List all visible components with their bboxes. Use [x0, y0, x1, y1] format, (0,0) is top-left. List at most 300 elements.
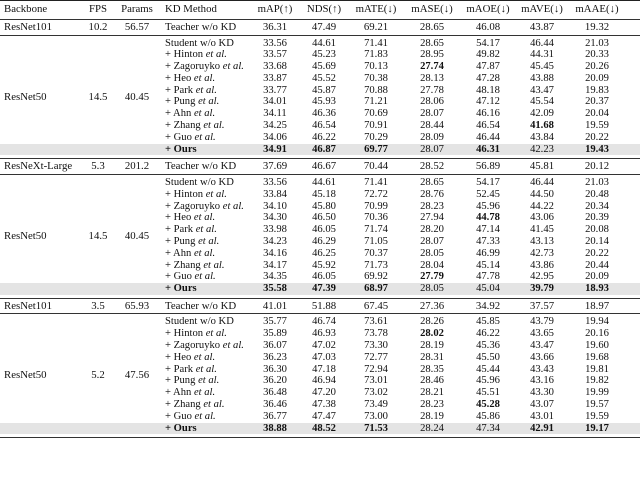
- mave-cell: 41.68: [530, 120, 554, 132]
- method-cell: + Heo et al.: [165, 212, 216, 224]
- maoe-cell: 47.28: [476, 72, 500, 84]
- mase-cell: 28.02: [420, 328, 444, 340]
- maoe-cell: 44.78: [476, 212, 500, 224]
- map-cell: 34.35: [263, 271, 287, 283]
- mave-cell: 43.65: [530, 328, 554, 340]
- header-mave: mAVE(↓): [521, 3, 563, 15]
- mave-cell: 46.44: [530, 37, 554, 49]
- teacher-params: 201.2: [124, 160, 150, 173]
- student-backbone: ResNet50: [4, 90, 47, 103]
- nds-cell: 44.61: [312, 37, 336, 49]
- mase-cell: 28.23: [420, 200, 444, 212]
- table-body: [0, 19, 640, 438]
- mate-cell: 73.61: [364, 316, 388, 328]
- nds-cell: 46.54: [312, 120, 336, 132]
- map-cell: 34.16: [263, 247, 287, 259]
- method-cell: + Ours: [165, 143, 197, 155]
- teacher-nds: 47.49: [311, 21, 337, 33]
- map-cell: 34.01: [263, 96, 287, 108]
- mase-cell: 28.07: [420, 235, 444, 247]
- map-cell: 34.25: [263, 120, 287, 132]
- mate-cell: 71.83: [364, 49, 388, 61]
- maoe-cell: 54.17: [476, 37, 500, 49]
- maoe-cell: 45.51: [476, 387, 500, 399]
- mate-cell: 69.92: [364, 271, 388, 283]
- method-cell: Student w/o KD: [165, 316, 234, 328]
- mase-cell: 28.31: [420, 351, 444, 363]
- mase-cell: 28.26: [420, 316, 444, 328]
- student-params: 40.45: [124, 229, 150, 242]
- method-cell: + Hinton et al.: [165, 49, 227, 61]
- mave-cell: 39.79: [530, 283, 554, 295]
- nds-cell: 45.23: [312, 49, 336, 61]
- header-mate: mATE(↓): [355, 3, 397, 15]
- maoe-cell: 47.34: [476, 422, 500, 434]
- map-cell: 36.46: [263, 399, 287, 411]
- nds-cell: 46.25: [312, 247, 336, 259]
- teacher-map: 41.01: [262, 299, 288, 312]
- section-1: [0, 19, 640, 158]
- mase-cell: 28.44: [420, 120, 444, 132]
- teacher-method: Teacher w/o KD: [165, 21, 237, 33]
- maae-cell: 20.04: [585, 108, 609, 120]
- nds-cell: 45.18: [312, 188, 336, 200]
- mase-cell: 28.09: [420, 131, 444, 143]
- bottom-rule: [0, 437, 640, 438]
- teacher-method: Teacher w/o KD: [165, 160, 237, 173]
- mate-cell: 68.97: [364, 283, 388, 295]
- mave-cell: 46.44: [530, 176, 554, 188]
- mave-cell: 43.86: [530, 259, 554, 271]
- map-cell: 33.56: [263, 37, 287, 49]
- maoe-cell: 47.87: [476, 61, 500, 73]
- mase-cell: 28.20: [420, 224, 444, 236]
- method-cell: + Pung et al.: [165, 96, 220, 108]
- mave-cell: 43.06: [530, 212, 554, 224]
- table-row: [0, 411, 640, 423]
- maoe-cell: 45.04: [476, 283, 500, 295]
- maae-cell: 19.68: [585, 351, 609, 363]
- mase-cell: 28.19: [420, 340, 444, 352]
- maoe-cell: 46.16: [476, 108, 500, 120]
- mase-cell: 28.23: [420, 399, 444, 411]
- mave-cell: 43.13: [530, 235, 554, 247]
- maae-cell: 20.26: [585, 61, 609, 73]
- map-cell: 34.17: [263, 259, 287, 271]
- nds-cell: 47.39: [312, 283, 336, 295]
- mave-cell: 43.01: [530, 410, 554, 422]
- mate-cell: 69.77: [364, 143, 388, 155]
- mave-cell: 43.66: [530, 351, 554, 363]
- student-backbone: ResNet50: [4, 369, 47, 382]
- maoe-cell: 46.44: [476, 131, 500, 143]
- maoe-cell: 54.17: [476, 176, 500, 188]
- mave-cell: 42.73: [530, 247, 554, 259]
- teacher-maae: 20.12: [584, 160, 610, 173]
- maae-cell: 19.57: [585, 399, 609, 411]
- mave-cell: 43.16: [530, 375, 554, 387]
- mave-cell: 43.47: [530, 84, 554, 96]
- table-row: [0, 399, 640, 411]
- maae-cell: 19.17: [585, 422, 609, 434]
- teacher-mave: 37.57: [529, 299, 555, 312]
- map-cell: 35.77: [263, 316, 287, 328]
- maoe-cell: 49.82: [476, 49, 500, 61]
- maae-cell: 20.09: [585, 271, 609, 283]
- map-cell: 34.11: [263, 108, 287, 120]
- teacher-fps: 3.5: [91, 299, 105, 312]
- student-backbone: ResNet50: [4, 229, 47, 242]
- table-row: [0, 120, 640, 132]
- method-cell: + Ahn et al.: [165, 108, 216, 120]
- maoe-cell: 45.36: [476, 340, 500, 352]
- teacher-params: 56.57: [124, 21, 150, 33]
- method-cell: + Zagoruyko et al.: [165, 200, 244, 212]
- teacher-mase: 28.52: [419, 160, 445, 173]
- map-cell: 36.20: [263, 375, 287, 387]
- mase-cell: 28.05: [420, 283, 444, 295]
- maae-cell: 20.34: [585, 200, 609, 212]
- method-cell: + Hinton et al.: [165, 188, 227, 200]
- nds-cell: 46.87: [312, 143, 336, 155]
- table-row: [0, 352, 640, 364]
- table-header: [0, 0, 640, 19]
- mave-cell: 42.23: [530, 143, 554, 155]
- map-cell: 34.30: [263, 212, 287, 224]
- maae-cell: 19.99: [585, 387, 609, 399]
- map-cell: 34.23: [263, 235, 287, 247]
- student-group: [0, 174, 640, 298]
- mase-cell: 28.35: [420, 363, 444, 375]
- maae-cell: 20.22: [585, 247, 609, 259]
- mave-cell: 42.91: [530, 422, 554, 434]
- maoe-cell: 46.31: [476, 143, 500, 155]
- maoe-cell: 46.22: [476, 328, 500, 340]
- teacher-row: [0, 19, 640, 35]
- map-cell: 33.87: [263, 72, 287, 84]
- mave-cell: 43.79: [530, 316, 554, 328]
- map-cell: 36.23: [263, 351, 287, 363]
- nds-cell: 45.69: [312, 61, 336, 73]
- method-cell: + Park et al.: [165, 224, 217, 236]
- map-cell: 35.89: [263, 328, 287, 340]
- header-nds: NDS(↑): [306, 3, 342, 15]
- mate-cell: 73.78: [364, 328, 388, 340]
- mave-cell: 43.07: [530, 399, 554, 411]
- table-row: [0, 340, 640, 352]
- mate-cell: 70.99: [364, 200, 388, 212]
- map-cell: 36.07: [263, 340, 287, 352]
- mave-cell: 43.84: [530, 131, 554, 143]
- teacher-method: Teacher w/o KD: [165, 299, 237, 312]
- maae-cell: 21.03: [585, 37, 609, 49]
- maae-cell: 19.59: [585, 410, 609, 422]
- header-params: Params: [121, 3, 153, 15]
- mase-cell: 28.07: [420, 108, 444, 120]
- nds-cell: 47.03: [312, 351, 336, 363]
- method-cell: + Ahn et al.: [165, 387, 216, 399]
- section-3: [0, 298, 640, 437]
- map-cell: 33.57: [263, 49, 287, 61]
- nds-cell: 45.87: [312, 84, 336, 96]
- maae-cell: 20.08: [585, 224, 609, 236]
- nds-cell: 47.02: [312, 340, 336, 352]
- mase-cell: 28.65: [420, 37, 444, 49]
- mase-cell: 28.24: [420, 422, 444, 434]
- mate-cell: 72.72: [364, 188, 388, 200]
- mave-cell: 44.22: [530, 200, 554, 212]
- section-2: [0, 158, 640, 297]
- teacher-mase: 28.65: [419, 21, 445, 33]
- maoe-cell: 45.14: [476, 259, 500, 271]
- teacher-mate: 70.44: [363, 160, 389, 173]
- maae-cell: 20.39: [585, 212, 609, 224]
- map-cell: 36.48: [263, 387, 287, 399]
- teacher-row: [0, 298, 640, 314]
- mase-cell: 28.06: [420, 96, 444, 108]
- method-cell: + Heo et al.: [165, 72, 216, 84]
- maae-cell: 20.33: [585, 49, 609, 61]
- mase-cell: 28.07: [420, 143, 444, 155]
- map-cell: 34.91: [263, 143, 287, 155]
- table-row: [0, 49, 640, 61]
- nds-cell: 45.93: [312, 96, 336, 108]
- method-cell: + Zhang et al.: [165, 399, 225, 411]
- mate-cell: 71.05: [364, 235, 388, 247]
- table-row: [0, 212, 640, 224]
- student-params: 47.56: [124, 369, 150, 382]
- maoe-cell: 45.96: [476, 375, 500, 387]
- student-params: 40.45: [124, 90, 150, 103]
- mave-cell: 43.47: [530, 340, 554, 352]
- teacher-backbone: ResNeXt-Large: [4, 160, 73, 173]
- method-cell: + Zhang et al.: [165, 120, 225, 132]
- teacher-fps: 5.3: [91, 160, 105, 173]
- maae-cell: 20.09: [585, 72, 609, 84]
- table-row: [0, 248, 640, 260]
- header-map: mAP(↑): [257, 3, 293, 15]
- teacher-maoe: 34.92: [475, 299, 501, 312]
- teacher-mave: 43.87: [529, 21, 555, 33]
- mave-cell: 42.09: [530, 108, 554, 120]
- mate-cell: 72.77: [364, 351, 388, 363]
- mase-cell: 28.76: [420, 188, 444, 200]
- mase-cell: 28.13: [420, 72, 444, 84]
- mave-cell: 41.45: [530, 224, 554, 236]
- maae-cell: 19.60: [585, 340, 609, 352]
- mate-cell: 71.73: [364, 259, 388, 271]
- header-maoe: mAOE(↓): [466, 3, 510, 15]
- table-row: [0, 73, 640, 85]
- mave-cell: 43.43: [530, 363, 554, 375]
- ours-row: [0, 423, 640, 435]
- table-row: [0, 316, 640, 328]
- table-row: [0, 387, 640, 399]
- nds-cell: 46.93: [312, 328, 336, 340]
- mave-cell: 43.30: [530, 387, 554, 399]
- nds-cell: 45.52: [312, 72, 336, 84]
- maoe-cell: 46.99: [476, 247, 500, 259]
- maae-cell: 20.48: [585, 188, 609, 200]
- student-group: [0, 35, 640, 159]
- table-row: [0, 189, 640, 201]
- method-cell: + Heo et al.: [165, 351, 216, 363]
- maae-cell: 20.37: [585, 96, 609, 108]
- map-cell: 33.98: [263, 224, 287, 236]
- mave-cell: 45.54: [530, 96, 554, 108]
- method-cell: + Guo et al.: [165, 271, 216, 283]
- teacher-maoe: 56.89: [475, 160, 501, 173]
- nds-cell: 46.05: [312, 224, 336, 236]
- maae-cell: 19.81: [585, 363, 609, 375]
- mate-cell: 70.38: [364, 72, 388, 84]
- method-cell: + Park et al.: [165, 84, 217, 96]
- nds-cell: 48.52: [312, 422, 336, 434]
- nds-cell: 45.80: [312, 200, 336, 212]
- mase-cell: 28.65: [420, 176, 444, 188]
- header-kd-method: KD Method: [165, 3, 217, 15]
- method-cell: + Hinton et al.: [165, 328, 227, 340]
- maoe-cell: 52.45: [476, 188, 500, 200]
- method-cell: + Pung et al.: [165, 375, 220, 387]
- student-fps: 14.5: [88, 229, 108, 242]
- mase-cell: 27.94: [420, 212, 444, 224]
- map-cell: 36.30: [263, 363, 287, 375]
- mase-cell: 28.21: [420, 387, 444, 399]
- nds-cell: 46.22: [312, 131, 336, 143]
- maae-cell: 19.59: [585, 120, 609, 132]
- maoe-cell: 46.54: [476, 120, 500, 132]
- mave-cell: 44.50: [530, 188, 554, 200]
- mate-cell: 70.91: [364, 120, 388, 132]
- teacher-params: 65.93: [124, 299, 150, 312]
- nds-cell: 46.29: [312, 235, 336, 247]
- ours-row: [0, 283, 640, 295]
- mase-cell: 28.05: [420, 247, 444, 259]
- table-row: [0, 271, 640, 283]
- teacher-mase: 27.36: [419, 299, 445, 312]
- method-cell: + Zhang et al.: [165, 259, 225, 271]
- maae-cell: 19.94: [585, 316, 609, 328]
- teacher-backbone: ResNet101: [4, 21, 52, 33]
- teacher-mave: 45.81: [529, 160, 555, 173]
- map-cell: 33.68: [263, 61, 287, 73]
- mate-cell: 70.36: [364, 212, 388, 224]
- nds-cell: 46.36: [312, 108, 336, 120]
- header-mase: mASE(↓): [411, 3, 453, 15]
- teacher-row: [0, 158, 640, 174]
- method-cell: + Ours: [165, 283, 197, 295]
- mate-cell: 72.94: [364, 363, 388, 375]
- nds-cell: 47.47: [312, 410, 336, 422]
- method-cell: + Pung et al.: [165, 235, 220, 247]
- mate-cell: 71.21: [364, 96, 388, 108]
- method-cell: + Guo et al.: [165, 410, 216, 422]
- maoe-cell: 48.18: [476, 84, 500, 96]
- teacher-fps: 10.2: [88, 21, 108, 33]
- mate-cell: 71.53: [364, 422, 388, 434]
- method-cell: + Park et al.: [165, 363, 217, 375]
- maae-cell: 18.93: [585, 283, 609, 295]
- nds-cell: 47.18: [312, 363, 336, 375]
- mase-cell: 28.04: [420, 259, 444, 271]
- teacher-maoe: 46.08: [475, 21, 501, 33]
- mase-cell: 28.95: [420, 49, 444, 61]
- mase-cell: 27.78: [420, 84, 444, 96]
- maae-cell: 21.03: [585, 176, 609, 188]
- nds-cell: 46.74: [312, 316, 336, 328]
- maoe-cell: 47.12: [476, 96, 500, 108]
- table-row: [0, 177, 640, 189]
- mase-cell: 27.79: [420, 271, 444, 283]
- method-cell: + Zagoruyko et al.: [165, 61, 244, 73]
- mate-cell: 70.37: [364, 247, 388, 259]
- maoe-cell: 45.44: [476, 363, 500, 375]
- map-cell: 33.56: [263, 176, 287, 188]
- maae-cell: 19.83: [585, 84, 609, 96]
- map-cell: 35.58: [263, 283, 287, 295]
- maoe-cell: 45.50: [476, 351, 500, 363]
- mase-cell: 27.74: [420, 61, 444, 73]
- table-row: [0, 132, 640, 144]
- maoe-cell: 47.33: [476, 235, 500, 247]
- teacher-maae: 19.32: [584, 21, 610, 33]
- mate-cell: 71.41: [364, 37, 388, 49]
- top-rule: [0, 0, 640, 1]
- mate-cell: 73.30: [364, 340, 388, 352]
- student-fps: 5.2: [91, 369, 105, 382]
- nds-cell: 46.50: [312, 212, 336, 224]
- mate-cell: 73.01: [364, 375, 388, 387]
- teacher-nds: 46.67: [311, 160, 337, 173]
- teacher-map: 37.69: [262, 160, 288, 173]
- method-cell: + Ours: [165, 422, 197, 434]
- header-backbone: Backbone: [4, 3, 48, 15]
- teacher-backbone: ResNet101: [4, 299, 52, 312]
- mate-cell: 73.00: [364, 410, 388, 422]
- header-fps: FPS: [88, 3, 108, 15]
- mate-cell: 70.88: [364, 84, 388, 96]
- maoe-cell: 45.86: [476, 410, 500, 422]
- mase-cell: 28.46: [420, 375, 444, 387]
- method-cell: + Ahn et al.: [165, 247, 216, 259]
- maoe-cell: 45.28: [476, 399, 500, 411]
- map-cell: 34.10: [263, 200, 287, 212]
- mase-cell: 28.19: [420, 410, 444, 422]
- map-cell: 34.06: [263, 131, 287, 143]
- method-cell: Student w/o KD: [165, 176, 234, 188]
- student-group: [0, 313, 640, 437]
- map-cell: 38.88: [263, 422, 287, 434]
- mate-cell: 70.69: [364, 108, 388, 120]
- nds-cell: 47.38: [312, 399, 336, 411]
- table-row: [0, 201, 640, 213]
- nds-cell: 45.92: [312, 259, 336, 271]
- nds-cell: 44.61: [312, 176, 336, 188]
- map-cell: 33.84: [263, 188, 287, 200]
- maae-cell: 19.43: [585, 143, 609, 155]
- student-fps: 14.5: [88, 90, 108, 103]
- maae-cell: 20.44: [585, 259, 609, 271]
- mave-cell: 42.95: [530, 271, 554, 283]
- header-maae: mAAE(↓): [575, 3, 619, 15]
- mave-cell: 45.45: [530, 61, 554, 73]
- map-cell: 36.77: [263, 410, 287, 422]
- table-row: [0, 260, 640, 272]
- table-row: [0, 108, 640, 120]
- maoe-cell: 47.14: [476, 224, 500, 236]
- ours-row: [0, 144, 640, 156]
